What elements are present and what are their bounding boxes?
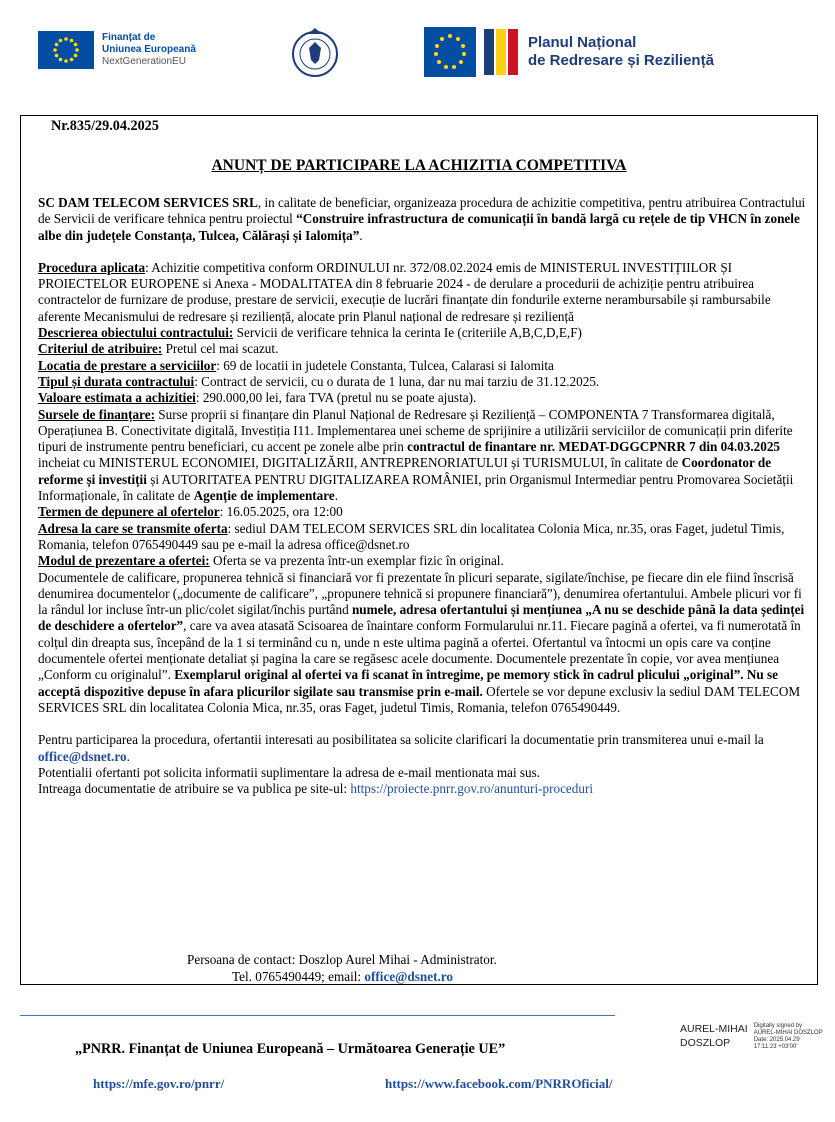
valoare-paragraph xyxy=(38,390,806,406)
surse-text-4: . xyxy=(334,488,339,504)
eu-logo-line3: NextGenerationEU xyxy=(102,56,186,67)
project-name: “Construire infrastructura de comunicații în bandă largă cu rețele de tip VHCN în zonele albe din județele Constanța, Tulcea, Călărași și Ialomița” xyxy=(38,211,800,243)
modul-details-3: Ofertele se vor depune exclusiv la sediul DAM TELECOM SERVICES SRL din localitatea Colonia Mica, nr.35, oras Faget, judetul Timis, Romania, telefon 0765490449. xyxy=(38,683,801,715)
adresa-label: Adresa la care se transmite oferta xyxy=(38,520,228,536)
criteriul-label: Criteriul de atribuire: xyxy=(38,341,163,357)
eu-logo-line1: Finanțat de xyxy=(102,32,156,43)
adresa-paragraph xyxy=(38,521,806,554)
tipul-paragraph xyxy=(38,374,806,390)
digital-signature xyxy=(680,1022,823,1051)
announcement-body xyxy=(38,195,806,797)
clarificari-end: . xyxy=(126,748,130,764)
surse-text-3: și AUTORITATEA PENTRU DIGITALIZAREA ROMÂNIEI, prin Organismul Intermediar pentru Promovarea Societății Informaționale, în calitate de xyxy=(38,471,794,504)
valoare-text: : 290.000,00 lei, fara TVA (pretul nu se poate ajusta). xyxy=(195,390,477,406)
modul-details-1: Documentele de calificare, propunerea tehnică si financiară vor fi prezentate în plicuri separate, sigilate/închise, pe fiecare din ele fiind înscrisă denumirea documentelor („documente de calificare”, „propunere tehnică si propunere financiară”), denumirea ofertantului. Ambele plicuri vor fi la rândul lor incluse într-un plic/colet sigilat/închis purtând xyxy=(38,569,802,618)
signature-info-4: 17:11:23 +03'00' xyxy=(753,1044,798,1050)
eu-funding-logo xyxy=(38,31,196,69)
pnrr-flag-icon xyxy=(424,27,522,77)
coordonator: Coordonator de reforme și investiții xyxy=(38,455,772,487)
modul-details xyxy=(38,570,806,717)
potentialii-paragraph: Potentialii ofertanti pot solicita informatii suplimentare la adresa de e-mail mentionata mai sus. xyxy=(38,764,541,780)
criteriul-paragraph xyxy=(38,341,806,357)
contact-email-link[interactable]: office@dsnet.ro xyxy=(364,969,453,984)
announcement-frame xyxy=(20,115,818,985)
signature-info-2: AUREL-MIHAI DOSZLOP xyxy=(753,1030,823,1036)
valoare-label: Valoare estimata a achizitiei xyxy=(38,390,196,406)
intro-paragraph xyxy=(38,195,806,244)
modul-label: Modul de prezentare a ofertei: xyxy=(38,553,210,569)
descrierea-text: Servicii de verificare tehnica la cerinta Ie (criteriile A,B,C,D,E,F) xyxy=(233,325,582,341)
modul-details-bold-1: numele, adresa ofertantului și mențiunea „A nu se deschide până la data ședinței de deschidere a ofertelor” xyxy=(38,602,805,634)
documentatie-link[interactable]: https://proiecte.pnrr.gov.ro/anunturi-proceduri xyxy=(350,781,594,797)
modul-paragraph xyxy=(38,553,806,569)
adresa-text: : sediul DAM TELECOM SERVICES SRL din localitatea Colonia Mica, nr.35, oras Faget, judetul Timis, Romania, telefon 0765490449 sau pe e-mail la adresa office@dsnet.ro xyxy=(38,520,785,552)
intro-end: . xyxy=(359,227,363,243)
contract-finantare: contractul de finantare nr. MEDAT-DGGCPNRR 7 din 04.03.2025 xyxy=(407,439,781,455)
intreaga-text: Intreaga documentatie de atribuire se va publica pe site-ul: xyxy=(38,781,351,797)
tipul-text: : Contract de servicii, cu o durata de 1 luna, dar nu mai tarziu de 31.12.2025. xyxy=(194,373,600,389)
surse-paragraph xyxy=(38,407,806,505)
eu-flag-icon xyxy=(38,31,94,69)
document-title: ANUNȚ DE PARTICIPARE LA ACHIZITIA COMPETITIVA xyxy=(211,157,627,174)
footer-divider xyxy=(20,1015,615,1016)
descrierea-label: Descrierea obiectului contractului: xyxy=(38,325,234,341)
procedura-text: : Achizitie competitiva conform ORDINULUI nr. 372/08.02.2024 emis de MINISTERUL INVESTIȚIILOR ȘI PROIECTELOR EUROPENE si Anexa - MODALITATEA din 8 februarie 2024 - de derulare a procedurii de achiziție pentru atribuirea contractelor de furnizare de produse, prestare de servicii, execuție de lucrări finanțate din fondurile externe nerambursabile și rambursabile aferente Mecanismului de redresare și reziliență, alocate prin Planul național de redresare și reziliență xyxy=(38,259,771,324)
surse-text-1: Surse proprii si finanțare din Planul Național de Redresare și Reziliență – COMPONENTA 7 Transformarea digitală, Operațiunea B. Conectivitate digitală, Investiția I11. Implementarea unei scheme de sprijinire a utilizării serviciilor de comunicații prin diferite tipuri de instrumente pentru beneficiari, cu accent pe zonele albe prin xyxy=(38,406,793,455)
footer-link-mfe[interactable]: https://mfe.gov.ro/pnrr/ xyxy=(93,1076,225,1091)
pnrr-title-line1: Planul Național xyxy=(528,34,637,51)
contact-phone: Tel. 0765490449; email: xyxy=(232,969,365,984)
locatia-label: Locatia de prestare a serviciilor xyxy=(38,357,217,373)
guvernul-romaniei-seal-icon xyxy=(290,26,340,80)
signature-name-line1: AUREL-MIHAI xyxy=(680,1023,748,1035)
termen-paragraph xyxy=(38,504,806,520)
modul-details-2: , care va avea atasată Scisoarea de înaintare conform Formularului nr.11. Fiecare pagină a ofertei, va fi numerotată în colțul din dreapta sus, începând de la 1 si terminând cu n, unde n este ultima pagină a ofertei. Ofertantul va întocmi un opis care va conține documentele ofertei menționate detaliat și pagina la care se regăsesc acele documente. Documentele prezentate în copie, vor avea mențiunea „Conform cu originalul”. xyxy=(38,618,801,683)
contact-person: Persoana de contact: Doszlop Aurel Mihai - Administrator. xyxy=(187,952,497,967)
procedura-label: Procedura aplicata xyxy=(38,259,146,275)
procedura-paragraph xyxy=(38,260,806,325)
tipul-label: Tipul și durata contractului xyxy=(38,373,195,389)
pnrr-logo xyxy=(424,27,714,77)
document-number: Nr.835/29.04.2025 xyxy=(51,118,159,134)
termen-text: : 16.05.2025, ora 12:00 xyxy=(219,504,343,520)
agentie: Agenție de implementare xyxy=(193,488,335,504)
signature-name-line2: DOSZLOP xyxy=(680,1037,731,1049)
descrierea-paragraph xyxy=(38,325,806,341)
termen-label: Termen de depunere al ofertelor xyxy=(38,504,220,520)
footer-link-facebook[interactable]: https://www.facebook.com/PNRROficial/ xyxy=(385,1076,613,1091)
modul-text: Oferta se va prezenta într-un exemplar fizic în original. xyxy=(209,553,504,569)
footer-motto: „PNRR. Finanțat de Uniunea Europeană – Următoarea Generație UE” xyxy=(75,1041,506,1057)
signature-info-3: Date: 2025.04.29 xyxy=(753,1037,800,1043)
clarificari-email-link[interactable]: office@dsnet.ro xyxy=(38,748,127,764)
eu-logo-line2: Uniunea Europeană xyxy=(102,44,196,55)
company-name: SC DAM TELECOM SERVICES SRL xyxy=(38,195,258,210)
locatia-paragraph xyxy=(38,358,806,374)
locatia-text: : 69 de locatii in judetele Constanta, Tulcea, Calarasi si Ialomita xyxy=(216,357,554,373)
contact-block xyxy=(187,951,497,985)
surse-text-2: incheiat cu MINISTERUL ECONOMIEI, DIGITALIZĂRII, ANTREPRENORIATULUI și TURISMULUI, în calitate de xyxy=(38,455,682,471)
clarificari-text: Pentru participarea la procedura, ofertantii interesati au posibilitatea sa solicite clarificari la documentatie prin transmiterea unui e-mail la xyxy=(38,732,764,748)
clarificari-paragraph xyxy=(38,732,806,765)
contact-phone-email xyxy=(187,968,497,985)
pnrr-title-line2: de Redresare și Reziliență xyxy=(528,52,714,69)
intreaga-paragraph xyxy=(38,781,806,797)
surse-label: Sursele de finanțare: xyxy=(38,406,155,422)
signature-info-1: Digitally signed by xyxy=(753,1023,803,1029)
intro-text: , in calitate de beneficiar, organizeaza procedura de achizitie competitiva, pentru atribuirea Contractului de Servicii de verificare tehnica pentru proiectul xyxy=(38,195,806,227)
criteriul-text: Pretul cel mai scazut. xyxy=(162,341,279,357)
modul-details-bold-2: Exemplarul original al ofertei va fi scanat în întregime, pe memory stick în cadrul plicului „original”. Nu se acceptă dispozitive depuse în afara plicurilor sigilate sau transmise prin e-mail. xyxy=(38,667,779,699)
page-header xyxy=(0,0,835,110)
